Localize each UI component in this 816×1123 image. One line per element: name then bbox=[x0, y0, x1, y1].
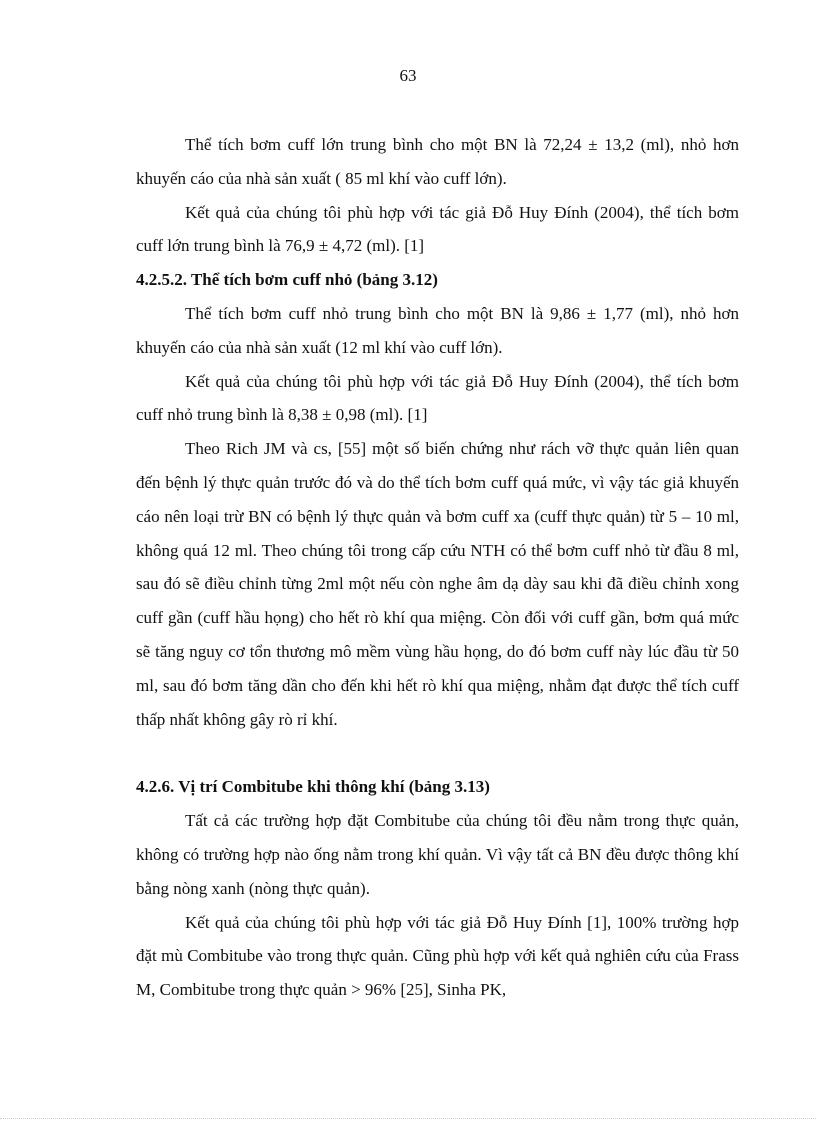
paragraph-rich-jm-complications: Theo Rich JM và cs, [55] một số biến chứng như rách vỡ thực quản liên quan đến bệnh lý thực quản trước đó và do thể tích bơm cuff quá mức, vì vậy tác giả khuyến cáo nên loại trừ BN có bệnh lý thực quản và bơm cuff xa (cuff thực quản) từ 5 – 10 ml, không quá 12 ml. Theo chúng tôi trong cấp cứu NTH có thể bơm cuff nhỏ từ đầu 8 ml, sau đó sẽ điều chỉnh từng 2ml một nếu còn nghe âm dạ dày sau khi đã điều chỉnh xong cuff gần (cuff hầu họng) cho hết rò khí qua miệng. Còn đối với cuff gần, bơm quá mức sẽ tăng nguy cơ tổn thương mô mềm vùng hầu họng, do đó bơm cuff này lúc đầu từ 50 ml, sau đó bơm tăng dần cho đến khi hết rò khí qua miệng, nhằm đạt được thể tích cuff thấp nhất không gây rò rỉ khí. bbox=[136, 439, 739, 729]
section-heading-4-2-6: 4.2.6. Vị trí Combitube khi thông khí (bảng 3.13) bbox=[136, 777, 490, 797]
section-spacer bbox=[136, 736, 739, 770]
paragraph-cuff-small-comparison: Kết quả của chúng tôi phù hợp với tác giả Đỗ Huy Đính (2004), thể tích bơm cuff nhỏ trung bình là 8,38 ± 0,98 (ml). [1] bbox=[136, 371, 739, 425]
paragraph-cuff-large-volume: Thể tích bơm cuff lớn trung bình cho một BN là 72,24 ± 13,2 (ml), nhỏ hơn khuyến cáo của nhà sản xuất ( 85 ml khí vào cuff lớn). bbox=[136, 135, 739, 188]
paragraph-combitube-comparison: Kết quả của chúng tôi phù hợp với tác giả Đỗ Huy Đính [1], 100% trường hợp đặt mù Combitube vào trong thực quản. Cũng phù hợp với kết quả nghiên cứu của Frass M, Combitube trong thực quản > 96% [25], Sinha PK, bbox=[136, 912, 739, 1000]
document-body bbox=[136, 128, 739, 1007]
paragraph-cuff-large-comparison: Kết quả của chúng tôi phù hợp với tác giả Đỗ Huy Đính (2004), thể tích bơm cuff lớn trung bình là 76,9 ± 4,72 (ml). [1] bbox=[136, 202, 739, 256]
paragraph-combitube-position: Tất cả các trường hợp đặt Combitube của chúng tôi đều nằm trong thực quản, không có trường hợp nào ống nằm trong khí quản. Vì vậy tất cả BN đều được thông khí bằng nòng xanh (nòng thực quản). bbox=[136, 811, 739, 898]
paragraph-cuff-small-volume: Thể tích bơm cuff nhỏ trung bình cho một BN là 9,86 ± 1,77 (ml), nhỏ hơn khuyến cáo của nhà sản xuất (12 ml khí vào cuff lớn). bbox=[136, 303, 739, 357]
section-heading-4-2-5-2: 4.2.5.2. Thể tích bơm cuff nhỏ (bảng 3.12) bbox=[136, 270, 438, 290]
page-bottom-divider bbox=[0, 1118, 816, 1119]
page-number: 63 bbox=[399, 66, 417, 85]
